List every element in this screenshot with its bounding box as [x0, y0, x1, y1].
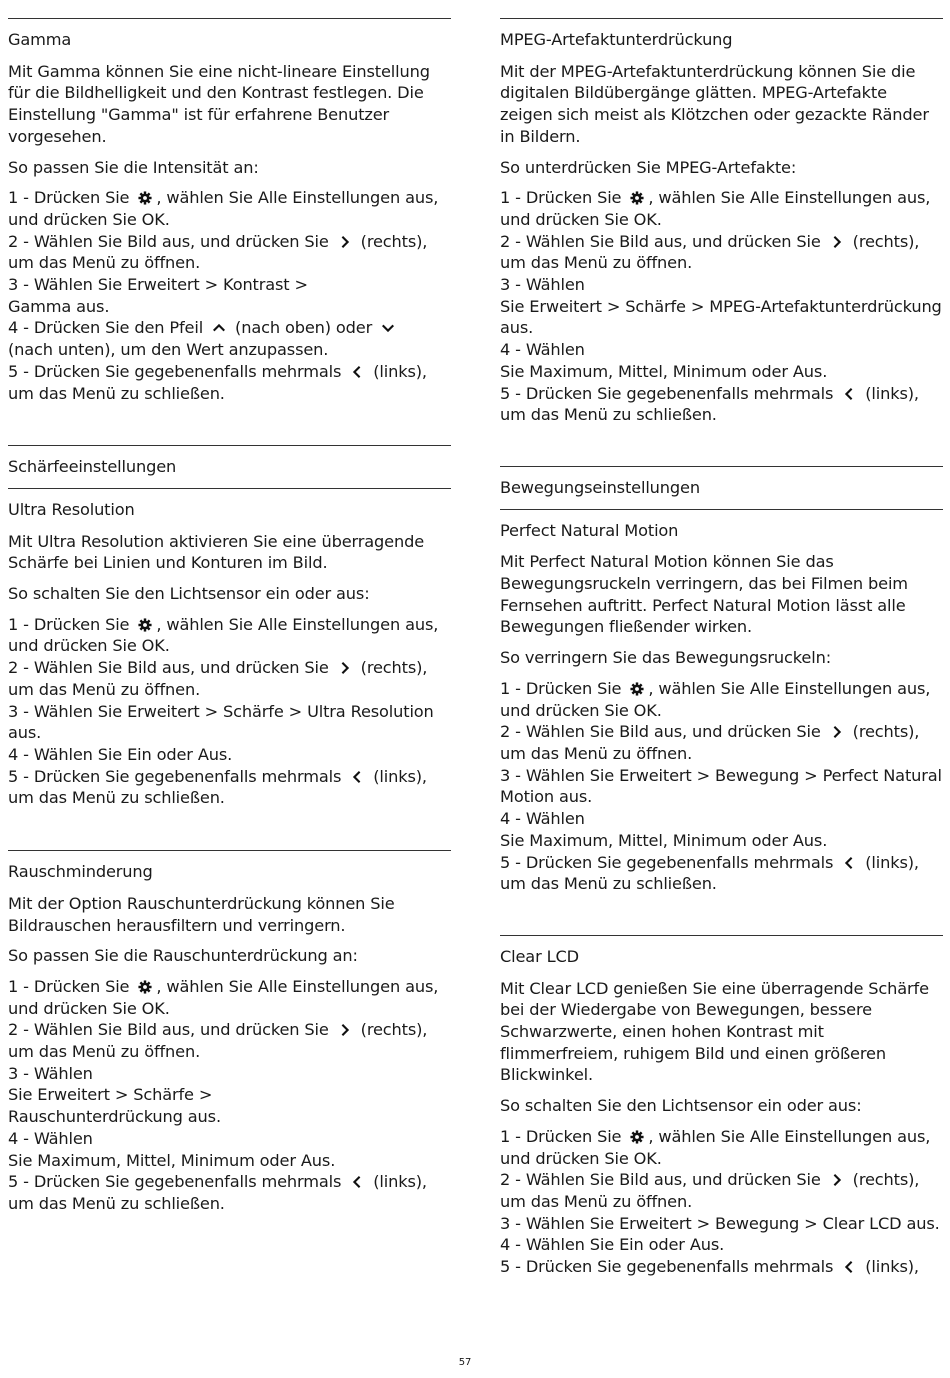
step-3 — [8, 701, 451, 744]
menu-term: Ultra Resolution — [307, 701, 434, 721]
option-term: Maximum — [37, 1150, 116, 1170]
option-term: Mittel — [618, 361, 663, 381]
text: . — [164, 636, 170, 656]
step-5 — [8, 1171, 451, 1214]
text: aus. — [182, 1107, 221, 1127]
text: aus, und drücken Sie — [156, 658, 334, 678]
text: aus, und drücken Sie — [500, 188, 931, 229]
text: , wählen Sie — [648, 188, 750, 208]
text: > — [601, 296, 626, 316]
text: können Sie das Bewegungsruckeln verringern, das bei Filmen beim Fernsehen auftritt. Perfect Natural Motion lässt alle Bewegungen fließender wirken. — [500, 552, 908, 637]
text: Sie — [8, 1150, 38, 1170]
menu-term: Alle Einstellungen — [749, 678, 893, 698]
text: . — [656, 700, 662, 720]
step-3 — [500, 1213, 943, 1235]
text: > — [691, 1213, 716, 1233]
text: (links), um das Menü zu schließen. — [8, 1172, 427, 1213]
steps-list — [500, 678, 943, 895]
menu-term: Bild — [127, 1020, 157, 1040]
step-5 — [500, 852, 943, 895]
clear-lcd-section — [500, 935, 943, 1278]
intro-paragraph — [8, 531, 451, 574]
text: . — [719, 1235, 725, 1255]
menu-term: Erweitert — [619, 765, 692, 785]
menu-term: Bewegung — [715, 1213, 800, 1233]
text: (rechts), um das Menü zu öffnen. — [500, 722, 920, 763]
chevron-right-icon — [337, 1023, 353, 1037]
text: aus, und drücken Sie — [500, 1126, 931, 1168]
text: aus, und drücken Sie — [648, 1170, 826, 1190]
chevron-left-icon — [349, 1175, 365, 1189]
menu-term: Alle Einstellungen — [749, 188, 893, 208]
steps-list — [500, 1126, 943, 1278]
step-4 — [500, 339, 943, 382]
text: , wählen Sie — [156, 976, 258, 996]
text: . — [164, 998, 170, 1018]
ok-term: OK — [633, 209, 657, 229]
step-5 — [500, 383, 943, 426]
text: können Sie die digitalen Bildübergänge glätten. MPEG-Artefakte zeigen sich meist als Klötzchen oder gezackte Ränder in Bildern. — [500, 61, 929, 146]
term: Perfect Natural Motion — [529, 552, 708, 572]
text: (links), um das Menü zu schließen. — [8, 766, 427, 808]
text: (links), um das Menü zu schließen. — [500, 383, 919, 425]
text: > — [691, 765, 716, 785]
menu-term: Bild — [619, 1170, 649, 1190]
step-3 — [8, 1063, 451, 1128]
step-4 — [8, 1128, 451, 1171]
gear-icon — [137, 191, 153, 205]
text: > — [109, 1085, 134, 1105]
chevron-left-icon — [349, 365, 365, 379]
text: 3 - Wählen Sie — [8, 275, 128, 295]
text: 4 - Wählen — [500, 809, 585, 829]
howto-text: So passen Sie die Intensität an: — [8, 157, 259, 177]
text: . — [822, 830, 828, 850]
step-3 — [500, 765, 943, 808]
text: (nach oben) oder — [230, 318, 378, 338]
text: 3 - Wählen Sie — [500, 1213, 620, 1233]
menu-term: Perfect Natural Motion — [500, 765, 942, 807]
gear-icon — [629, 191, 645, 205]
text: können Sie Bildrauschen herausfiltern und verringern. — [8, 893, 395, 935]
chevron-right-icon — [337, 661, 353, 675]
text: , wählen Sie — [648, 678, 750, 698]
chevron-right-icon — [337, 235, 353, 249]
menu-term: Gamma — [8, 296, 72, 316]
text: . — [164, 209, 170, 229]
text: aus. — [71, 296, 110, 316]
text: > — [199, 275, 224, 295]
steps-list — [8, 976, 451, 1215]
term: MPEG-Artefaktunterdrückung — [560, 61, 794, 81]
step-5 — [8, 766, 451, 809]
text: (links), um das Menü zu schließen. — [500, 852, 919, 894]
menu-term: Erweitert — [127, 701, 200, 721]
right-column — [500, 18, 943, 1278]
step-3 — [500, 274, 943, 339]
option-term: Minimum — [672, 830, 747, 850]
option-term: Aus — [197, 744, 228, 764]
steps-list — [500, 187, 943, 426]
term: Clear LCD — [529, 978, 609, 998]
text: 4 - Drücken Sie den Pfeil — [8, 318, 209, 338]
text: , — [608, 361, 618, 381]
text: 3 - Wählen — [500, 275, 585, 295]
text: 5 - Drücken Sie gegebenenfalls mehrmals — [500, 383, 839, 403]
text: , — [608, 830, 618, 850]
step-1 — [500, 187, 943, 230]
text: . — [822, 361, 828, 381]
mpeg-section — [500, 18, 943, 426]
text: können Sie eine nicht-lineare Einstellung für die Bildhelligkeit und den Kontrast festlegen. Die Einstellung "Gamma" ist für erfahrene Benutzer vorgesehen. — [8, 61, 430, 146]
text: (rechts), um das Menü zu öffnen. — [8, 1020, 428, 1062]
spacer — [500, 895, 943, 935]
text: aus, und drücken Sie — [156, 231, 334, 251]
menu-term: Erweitert — [127, 275, 200, 295]
menu-term: Schärfe — [133, 1085, 194, 1105]
menu-term: Clear LCD — [822, 1213, 902, 1233]
steps-list — [8, 614, 451, 809]
text: 2 - Wählen Sie — [500, 1170, 620, 1190]
term: Rauschunterdrückung — [126, 893, 302, 913]
menu-term: Erweitert — [529, 296, 602, 316]
menu-term: Bild — [127, 231, 157, 251]
step-2 — [8, 1019, 451, 1062]
text: 4 - Wählen — [8, 1128, 93, 1148]
menu-term: MPEG-Artefaktunterdrückung — [709, 296, 942, 316]
step-5 — [8, 361, 451, 404]
text: (rechts), um das Menü zu öffnen. — [500, 231, 920, 273]
gamma-section — [8, 18, 451, 404]
ok-term: OK — [141, 209, 165, 229]
text: aktivieren Sie eine überragende Schärfe bei Linien und Konturen im Bild. — [8, 531, 425, 573]
text: (rechts), um das Menü zu öffnen. — [8, 231, 428, 273]
section-heading: Clear LCD — [500, 946, 579, 966]
text: Sie — [500, 361, 530, 381]
text: Mit — [500, 552, 530, 572]
text: . — [330, 1150, 336, 1170]
intro-paragraph — [500, 551, 943, 638]
text: . — [656, 209, 662, 229]
term: Ultra Resolution — [37, 531, 164, 551]
text: 5 - Drücken Sie gegebenenfalls mehrmals — [8, 766, 347, 786]
text: oder — [151, 744, 198, 764]
step-4 — [500, 1234, 943, 1256]
text: 4 - Wählen Sie — [500, 1235, 620, 1255]
sharpness-section — [8, 445, 451, 809]
text: aus. — [901, 1213, 940, 1233]
text: , — [170, 1150, 181, 1170]
step-1 — [500, 1126, 943, 1169]
chevron-right-icon — [829, 1173, 845, 1187]
text: 3 - Wählen Sie — [500, 765, 620, 785]
text: oder — [746, 361, 793, 381]
menu-term: Erweitert — [619, 1213, 692, 1233]
howto-text: So unterdrücken Sie MPEG-Artefakte: — [500, 157, 797, 177]
intro-paragraph — [8, 893, 451, 936]
text: 3 - Wählen Sie — [8, 701, 128, 721]
text: aus, und drücken Sie — [156, 1020, 334, 1040]
text: Mit der — [500, 61, 561, 81]
spacer — [500, 426, 943, 466]
step-2 — [8, 657, 451, 700]
menu-term: Erweitert — [37, 1085, 110, 1105]
text: 4 - Wählen — [500, 340, 585, 360]
step-3 — [8, 274, 451, 317]
text: 1 - Drücken Sie — [500, 188, 627, 208]
text: 2 - Wählen Sie — [8, 658, 128, 678]
menu-term: Bild — [127, 658, 157, 678]
chevron-down-icon — [380, 321, 396, 335]
text: oder — [746, 830, 793, 850]
chevron-left-icon — [841, 387, 857, 401]
chevron-right-icon — [829, 235, 845, 249]
text: aus. — [553, 787, 593, 807]
text: 4 - Wählen Sie — [8, 744, 128, 764]
howto-text: So verringern Sie das Bewegungsruckeln: — [500, 648, 832, 668]
text: 2 - Wählen Sie — [500, 722, 620, 742]
text: > — [289, 275, 308, 295]
text: , — [662, 361, 673, 381]
text: > — [799, 765, 823, 785]
menu-term: Alle Einstellungen — [257, 614, 401, 634]
text: (rechts), um das Menü zu öffnen. — [8, 658, 428, 699]
text: Sie — [500, 830, 530, 850]
noise-section — [8, 850, 451, 1215]
gear-icon — [137, 618, 153, 632]
text: Mit — [8, 61, 38, 81]
left-column — [8, 18, 451, 1215]
menu-term: Bewegung — [715, 765, 800, 785]
text: > — [193, 1085, 213, 1105]
ok-term: OK — [633, 1148, 657, 1168]
text: 2 - Wählen Sie — [8, 1020, 128, 1040]
text: Mit — [8, 531, 38, 551]
section-heading: MPEG-Artefaktunterdrückung — [500, 30, 733, 49]
motion-section — [500, 466, 943, 895]
menu-term: Bild — [619, 231, 649, 251]
text: aus. — [8, 723, 42, 743]
gear-icon — [137, 980, 153, 994]
text: 2 - Wählen Sie — [500, 231, 620, 251]
menu-term: Rauschunterdrückung — [8, 1107, 183, 1127]
chevron-left-icon — [841, 856, 857, 870]
text: > — [199, 701, 224, 721]
step-2 — [500, 231, 943, 274]
step-2 — [500, 721, 943, 764]
gear-icon — [629, 1130, 645, 1144]
option-term: Maximum — [529, 361, 608, 381]
section-heading: Bewegungseinstellungen — [500, 477, 700, 497]
text: > — [799, 1213, 823, 1233]
subsection-heading: Perfect Natural Motion — [500, 520, 679, 540]
text: aus, und drücken Sie — [648, 722, 826, 742]
option-term: Mittel — [618, 830, 663, 850]
text: 3 - Wählen — [8, 1063, 93, 1083]
step-1 — [8, 614, 451, 657]
intro-paragraph — [500, 61, 943, 148]
howto-text: So schalten Sie den Lichtsensor ein oder aus: — [500, 1096, 862, 1116]
section-heading: Schärfeeinstellungen — [8, 457, 177, 477]
text: aus, und drücken Sie — [8, 188, 439, 229]
text: Mit der Option — [8, 893, 127, 913]
text: oder — [254, 1150, 301, 1170]
option-term: Ein — [619, 1235, 644, 1255]
menu-term: Alle Einstellungen — [749, 1126, 893, 1146]
text: , wählen Sie — [156, 188, 258, 208]
option-term: Mittel — [126, 1150, 171, 1170]
text: (nach unten), um den Wert anzupassen. — [8, 340, 329, 360]
menu-term: Schärfe — [223, 701, 284, 721]
text: . — [656, 1148, 662, 1168]
page-number: 57 — [458, 1357, 472, 1368]
text: aus, und drücken Sie — [8, 614, 439, 656]
menu-term: Bild — [619, 722, 649, 742]
menu-term: Schärfe — [625, 296, 686, 316]
text: Mit — [500, 978, 530, 998]
term: Gamma — [37, 61, 101, 81]
option-term: Maximum — [529, 830, 608, 850]
intro-paragraph — [8, 61, 451, 148]
ok-term: OK — [633, 700, 657, 720]
text: 1 - Drücken Sie — [500, 1126, 627, 1146]
text: 2 - Wählen Sie — [8, 231, 128, 251]
step-2 — [500, 1169, 943, 1212]
menu-term: Alle Einstellungen — [257, 188, 401, 208]
text: (links), — [860, 1257, 919, 1277]
menu-term: Alle Einstellungen — [257, 976, 401, 996]
text: (rechts), um das Menü zu öffnen. — [500, 1170, 920, 1211]
text: (links), um das Menü zu schließen. — [8, 361, 427, 403]
section-heading: Gamma — [8, 30, 72, 49]
subsection-heading: Ultra Resolution — [8, 499, 135, 519]
option-term: Minimum — [180, 1150, 255, 1170]
step-1 — [8, 187, 451, 230]
step-1 — [500, 678, 943, 721]
step-2 — [8, 231, 451, 274]
text: aus, und drücken Sie — [648, 231, 826, 251]
text: aus, und drücken Sie — [500, 678, 931, 720]
text: > — [685, 296, 710, 316]
text: 5 - Drücken Sie gegebenenfalls mehrmals — [8, 361, 347, 381]
step-4 — [8, 744, 451, 766]
subsection — [500, 509, 943, 542]
option-term: Aus — [689, 1235, 720, 1255]
text: 5 - Drücken Sie gegebenenfalls mehrmals — [8, 1172, 347, 1192]
intro-paragraph — [500, 978, 943, 1087]
text: 1 - Drücken Sie — [8, 614, 135, 634]
step-5 — [500, 1256, 943, 1278]
spacer — [8, 809, 451, 850]
menu-term: Kontrast — [223, 275, 290, 295]
text: Sie — [8, 1085, 38, 1105]
text: 1 - Drücken Sie — [8, 976, 135, 996]
spacer — [8, 404, 451, 445]
option-term: Minimum — [672, 361, 747, 381]
option-term: Aus — [300, 1150, 331, 1170]
chevron-right-icon — [829, 725, 845, 739]
text: 5 - Drücken Sie gegebenenfalls mehrmals — [500, 1257, 839, 1277]
text: oder — [643, 1235, 690, 1255]
step-4 — [500, 808, 943, 851]
text: Sie — [500, 296, 530, 316]
chevron-up-icon — [211, 321, 227, 335]
text: , wählen Sie — [156, 614, 258, 634]
step-1 — [8, 976, 451, 1019]
text: > — [283, 701, 308, 721]
text: . — [227, 744, 233, 764]
option-term: Aus — [792, 361, 823, 381]
ok-term: OK — [141, 998, 165, 1018]
text: aus. — [500, 318, 534, 338]
text: genießen Sie eine überragende Schärfe bei der Wiedergabe von Bewegungen, bessere Schwarzwerte, einen hohen Kontrast mit flimmerfreiem, ruhigem Bild und einen größeren Blickwinkel. — [500, 978, 929, 1085]
text: , — [662, 830, 673, 850]
gear-icon — [629, 682, 645, 696]
section-heading: Rauschminderung — [8, 862, 153, 882]
text: aus, und drücken Sie — [8, 976, 439, 1018]
step-4 — [8, 317, 451, 360]
text: 1 - Drücken Sie — [500, 678, 627, 698]
howto-text: So passen Sie die Rauschunterdrückung an: — [8, 946, 358, 966]
option-term: Ein — [127, 744, 152, 764]
steps-list — [8, 187, 451, 404]
option-term: Aus — [792, 830, 823, 850]
subsection — [8, 488, 451, 521]
howto-text: So schalten Sie den Lichtsensor ein oder aus: — [8, 584, 370, 604]
text: , wählen Sie — [648, 1126, 750, 1146]
text: 1 - Drücken Sie — [8, 188, 135, 208]
text: , — [116, 1150, 126, 1170]
ok-term: OK — [141, 636, 165, 656]
text: 5 - Drücken Sie gegebenenfalls mehrmals — [500, 852, 839, 872]
chevron-left-icon — [841, 1260, 857, 1274]
chevron-left-icon — [349, 770, 365, 784]
